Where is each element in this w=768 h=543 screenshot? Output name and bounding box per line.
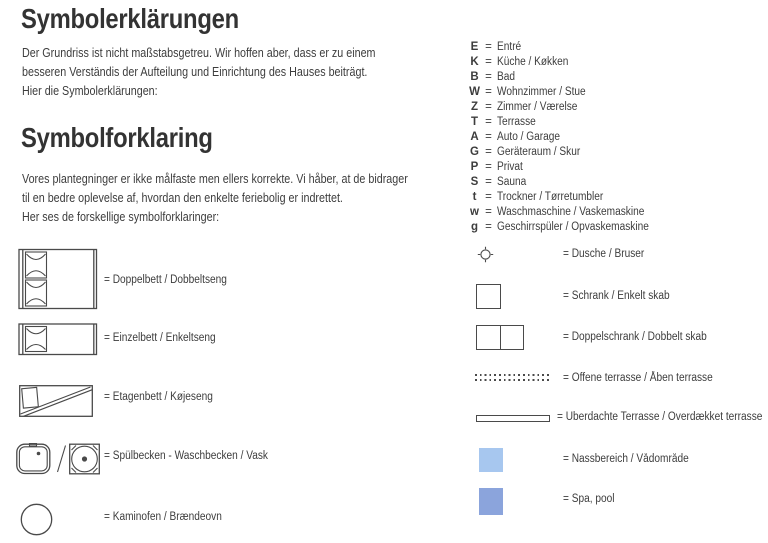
intro-german-line: Hier die Symbolerklärungen: xyxy=(22,84,158,98)
letter-legend-row xyxy=(468,219,670,234)
legend-label: = Schrank / Enkelt skab xyxy=(563,290,670,302)
sink-basin-icon xyxy=(16,443,100,475)
room-letter: P xyxy=(470,160,479,173)
page-title-danish: Symbolforklaring xyxy=(21,122,213,153)
legend-row-spa-pool xyxy=(563,493,622,505)
letter-legend-row xyxy=(468,144,670,159)
wet-area-swatch xyxy=(479,448,503,472)
room-label: Geräteraum / Skur xyxy=(497,145,581,158)
legend-row-single-cabinet xyxy=(563,290,684,302)
covered-terrace-icon xyxy=(476,415,550,422)
shower-icon xyxy=(477,246,494,263)
equals-sign: = xyxy=(485,220,492,233)
dashed-line xyxy=(475,379,549,381)
room-letter: t xyxy=(472,190,477,203)
legend-label: = Offene terrasse / Åben terrasse xyxy=(563,372,713,384)
room-letter: E xyxy=(470,40,479,53)
intro-german xyxy=(22,44,376,101)
legend-row-open-terrace xyxy=(563,372,733,384)
room-letter: S xyxy=(470,175,479,188)
legend-label: = Kaminofen / Brændeovn xyxy=(104,511,222,523)
equals-sign: = xyxy=(485,130,492,143)
legend-row-covered-terrace xyxy=(557,411,768,423)
equals-sign: = xyxy=(485,145,492,158)
room-label: Auto / Garage xyxy=(497,130,561,143)
spa-pool-swatch xyxy=(479,488,503,515)
letter-legend-row xyxy=(468,114,670,129)
equals-sign: = xyxy=(485,175,492,188)
room-label: Sauna xyxy=(497,175,527,188)
bunk-bed-icon xyxy=(19,385,93,417)
letter-legend-row xyxy=(468,189,670,204)
intro-danish-line: til en bedre oplevelse af, hvordan den enkelte feriebolig er indrettet. xyxy=(22,191,343,205)
room-label: Terrasse xyxy=(497,115,536,128)
equals-sign: = xyxy=(485,100,492,113)
equals-sign: = xyxy=(485,55,492,68)
legend-label: = Einzelbett / Enkeltseng xyxy=(104,332,216,344)
intro-danish-line: Her ses de forskellige symbolforklaringer: xyxy=(22,210,220,224)
letter-legend-row xyxy=(468,99,670,114)
room-label: Küche / Køkken xyxy=(497,55,569,68)
equals-sign: = xyxy=(485,190,492,203)
room-label: Zimmer / Værelse xyxy=(497,100,578,113)
legend-label: = Überdachte Terrasse / Overdækket terrasse xyxy=(557,411,763,423)
intro-german-line: besseren Verständis der Aufteilung und Einrichtung des Hauses beiträgt. xyxy=(22,65,368,79)
letter-legend xyxy=(468,39,670,234)
letter-legend-row xyxy=(468,39,670,54)
legend-label: = Etagenbett / Køjeseng xyxy=(104,391,213,403)
legend-row-wet-area xyxy=(563,453,706,465)
legend-label: = Nassbereich / Vådområde xyxy=(563,453,689,465)
legend-label: = Spa, pool xyxy=(563,493,615,505)
room-letter: B xyxy=(470,70,479,83)
single-bed-icon xyxy=(18,323,98,356)
intro-german-line: Der Grundriss ist nicht maßstabsgetreu. Wir hoffen aber, dass er zu einem xyxy=(22,46,376,60)
double-bed-icon xyxy=(18,248,98,310)
letter-legend-row xyxy=(468,174,670,189)
intro-danish xyxy=(22,170,408,227)
legend-row-double-cabinet xyxy=(563,331,726,343)
dashed-line xyxy=(475,374,549,376)
cabinet-divider xyxy=(500,326,501,349)
legend-row-single-bed xyxy=(104,332,231,344)
equals-sign: = xyxy=(485,160,492,173)
legend-label: = Spülbecken - Waschbecken / Vask xyxy=(104,450,268,462)
letter-legend-row xyxy=(468,159,670,174)
room-letter: G xyxy=(470,145,479,158)
room-label: Bad xyxy=(497,70,516,83)
legend-row-shower xyxy=(563,248,655,260)
room-label: Privat xyxy=(497,160,523,173)
room-label: Entré xyxy=(497,40,522,53)
room-letter: T xyxy=(470,115,479,128)
equals-sign: = xyxy=(485,70,492,83)
legend-label: = Doppelschrank / Dobbelt skab xyxy=(563,331,707,343)
equals-sign: = xyxy=(485,205,492,218)
page-title-german: Symbolerklärungen xyxy=(21,3,239,34)
equals-sign: = xyxy=(485,85,492,98)
room-letter: K xyxy=(470,55,479,68)
legend-label: = Dusche / Bruser xyxy=(563,248,645,260)
room-label: Waschmaschine / Vaskemaskine xyxy=(497,205,645,218)
room-label: Wohnzimmer / Stue xyxy=(497,85,586,98)
legend-label: = Doppelbett / Dobbeltseng xyxy=(104,274,227,286)
room-label: Geschirrspüler / Opvaskemaskine xyxy=(497,220,649,233)
legend-row-double-bed xyxy=(104,274,244,286)
equals-sign: = xyxy=(485,115,492,128)
legend-row-stove xyxy=(104,511,238,523)
double-cabinet-icon xyxy=(476,325,524,350)
letter-legend-row xyxy=(468,129,670,144)
room-letter: W xyxy=(469,85,480,98)
room-letter: A xyxy=(470,130,479,143)
letter-legend-row xyxy=(468,69,670,84)
letter-legend-row xyxy=(468,54,670,69)
legend-row-sink xyxy=(104,450,290,462)
letter-legend-row xyxy=(468,84,670,99)
room-letter: Z xyxy=(470,100,479,113)
equals-sign: = xyxy=(485,40,492,53)
wood-stove-icon xyxy=(20,503,53,536)
legend-row-bunk-bed xyxy=(104,391,228,403)
intro-danish-line: Vores plantegninger er ikke målfaste men ellers korrekte. Vi håber, at de bidrager xyxy=(22,172,408,186)
letter-legend-row xyxy=(468,204,670,219)
room-letter: g xyxy=(470,220,479,233)
open-terrace-icon xyxy=(475,374,549,381)
room-letter: w xyxy=(470,205,479,218)
room-label: Trockner / Tørretumbler xyxy=(497,190,604,203)
single-cabinet-icon xyxy=(476,284,501,309)
